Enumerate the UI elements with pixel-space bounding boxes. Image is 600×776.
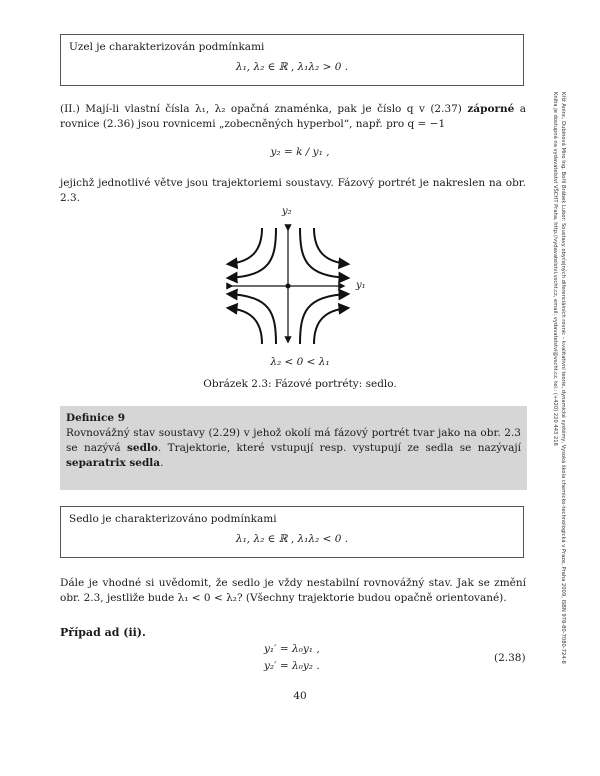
paragraph-II bbox=[60, 102, 526, 132]
paragraph-unstable: Dále je vhodné si uvědomit, že sedlo je vždy nestabilní rovnovážný stav. Jak se změní obr. 2.3, jestliže bude λ₁ < 0 < λ₂? (Všechny trajektorie budou opačně orientované). bbox=[60, 577, 526, 604]
saddle-phase-portrait bbox=[0, 200, 600, 350]
definition-term-separatrix: separatrix sedla bbox=[66, 457, 161, 469]
paragraph-II-text2: a rovnice (2.36) jsou rovnicemi „zobecněných hyperbol“, např. pro q = −1 bbox=[60, 103, 527, 130]
trajectory-tl-outer bbox=[228, 228, 262, 264]
trajectory-br-inner bbox=[300, 294, 348, 344]
paragraph-portrait: jejichž jednotlivé větve jsou trajektoriemi soustavy. Fázový portrét je nakreslen na obr. 2.3. bbox=[60, 177, 526, 204]
definition-term-saddle: sedlo bbox=[126, 442, 158, 454]
case-heading: Případ ad (ii). bbox=[60, 626, 146, 639]
paragraph-II-text1: (II.) Mají-li vlastní čísla λ₁, λ₂ opačná znaménka, pak je číslo q v (2.37) bbox=[60, 103, 468, 115]
trajectory-br-outer bbox=[314, 308, 348, 344]
equation-line-1: y₁′ = λ₀y₁ , bbox=[264, 643, 320, 655]
eigenvalue-condition: λ₂ < 0 < λ₁ bbox=[270, 356, 330, 368]
node-condition-box bbox=[60, 34, 524, 86]
trajectory-tr-inner bbox=[300, 228, 348, 278]
definition-title: Definice 9 bbox=[66, 412, 126, 424]
margin-citation bbox=[551, 92, 567, 664]
x-axis-label: y₁ bbox=[356, 280, 366, 291]
margin-citation-line2: Kniha je dostupná na vydavatelství VŠCHT Praha, http://vydavatelstvi.vscht.cz, email: vydavatelstvi@vscht.cz, tel.: (+420) 220 443 218 bbox=[552, 92, 558, 446]
saddle-box-title: Sedlo je charakterizováno podmínkami bbox=[69, 513, 277, 525]
trajectory-bl-inner bbox=[228, 294, 276, 344]
y-axis-label: y₂ bbox=[282, 206, 292, 217]
equation-line-2: y₂′ = λ₀y₂ . bbox=[264, 660, 320, 672]
hyperbola-formula: y₂ = k / y₁ , bbox=[270, 146, 330, 158]
margin-citation-line1: Kříž Aninc, Dubinová Miro Ing. Bořil Brábek Lubor: Soustavy obyčejných diferenciálních rovnic – kvalitativní teorie, dynamické systémy, Vysoká škola chemicko-technologická v Praze, Praha 2009, ISBN 978-80-7080-724-8 bbox=[560, 92, 566, 664]
figure-caption: Obrázek 2.3: Fázové portréty: sedlo. bbox=[203, 378, 397, 390]
equilibrium-point bbox=[286, 284, 291, 289]
trajectory-bl-outer bbox=[228, 308, 262, 344]
trajectory-tr-outer bbox=[314, 228, 348, 264]
saddle-box-formula: λ₁, λ₂ ∈ ℝ , λ₁λ₂ < 0 . bbox=[235, 533, 349, 545]
node-box-formula: λ₁, λ₂ ∈ ℝ , λ₁λ₂ > 0 . bbox=[235, 61, 349, 73]
definition-box bbox=[60, 406, 527, 490]
node-box-title: Uzel je charakterizován podmínkami bbox=[69, 41, 265, 53]
definition-text2: . Trajektorie, které vstupují resp. vystupují ze sedla se nazývají bbox=[157, 442, 521, 454]
trajectory-tl-inner bbox=[228, 228, 276, 278]
equation-number: (2.38) bbox=[494, 652, 526, 664]
page-number: 40 bbox=[293, 690, 307, 702]
definition-text3: . bbox=[160, 457, 164, 469]
saddle-condition-box bbox=[60, 506, 524, 558]
paragraph-II-bold: záporné bbox=[467, 103, 515, 115]
definition-body bbox=[66, 426, 521, 471]
definition-text1: Rovnovážný stav soustavy (2.29) v jehož okolí má fázový portrét tvar jako na obr. 2.3 se nazývá bbox=[66, 427, 521, 454]
